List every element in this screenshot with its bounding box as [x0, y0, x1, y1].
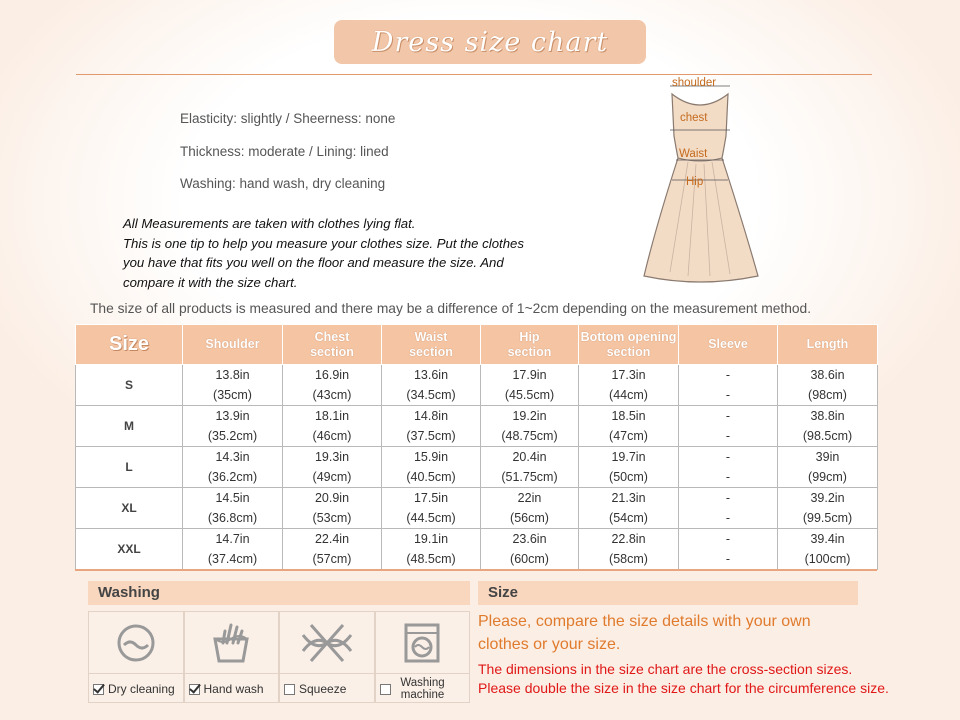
diagram-label-hip: Hip [686, 176, 704, 188]
table-cell [778, 365, 878, 406]
table-header-row [76, 325, 878, 365]
dry-cleaning-checkbox[interactable] [93, 684, 104, 695]
value-in: 39.2in [810, 491, 845, 505]
divider [76, 74, 872, 75]
value-in: 19.7in [611, 450, 646, 464]
table-cell [183, 529, 283, 570]
table-cell [778, 406, 878, 447]
size-label-cell: S [76, 365, 183, 406]
size-warning-line: The dimensions in the size chart are the cross-section sizes. [478, 661, 853, 677]
header-bottom-opening: Bottom opening section [579, 325, 679, 365]
value-cm: - [725, 429, 731, 443]
table-cell [283, 365, 382, 406]
value-cm: (99cm) [808, 470, 847, 484]
table-cell [283, 406, 382, 447]
washing-heading: Washing [88, 581, 470, 605]
value-cm: (34.5cm) [406, 388, 456, 402]
value-cm: (50cm) [609, 470, 648, 484]
squeeze-label: Squeeze [299, 682, 347, 696]
value-in: - [725, 450, 731, 464]
header-shoulder: Shoulder [183, 325, 283, 365]
value-in: 22.8in [611, 532, 646, 546]
value-cm: (37.5cm) [406, 429, 456, 443]
value-cm: - [725, 552, 731, 566]
table-cell [481, 488, 579, 529]
measurement-notice: The size of all products is measured and there may be a difference of 1~2cm depending on the measurement method. [90, 301, 812, 316]
value-in: 15.9in [413, 450, 449, 464]
value-cm: (36.2cm) [207, 470, 258, 484]
value-in: 39in [815, 450, 840, 464]
table-cell [183, 447, 283, 488]
dry-cleaning-icon [114, 621, 158, 665]
value-cm: (35cm) [213, 388, 252, 402]
value-in: 39.4in [810, 532, 845, 546]
value-cm: (98cm) [808, 388, 847, 402]
header-hip: Hip section [481, 325, 579, 365]
value-in: 19.3in [314, 450, 350, 464]
value-cm: (99.5cm) [802, 511, 853, 525]
tip-line: compare it with the size chart. [123, 274, 298, 290]
table-cell [679, 365, 778, 406]
value-cm: - [725, 470, 731, 484]
table-cell [481, 447, 579, 488]
no-wring-icon [299, 621, 355, 665]
value-cm: (40.5cm) [406, 470, 456, 484]
header-size: Size [76, 325, 183, 365]
value-cm: (54cm) [609, 511, 648, 525]
table-cell [283, 488, 382, 529]
value-in: 13.9in [215, 409, 250, 423]
value-in: 22.4in [314, 532, 350, 546]
value-cm: (56cm) [510, 511, 549, 525]
value-cm: (45.5cm) [504, 388, 555, 402]
hand-wash-label: Hand wash [203, 682, 264, 696]
value-cm: (35.2cm) [207, 429, 258, 443]
value-in: 14.3in [215, 450, 250, 464]
squeeze-checkbox[interactable] [284, 684, 295, 695]
table-cell [382, 365, 481, 406]
table-cell [579, 447, 679, 488]
table-cell [778, 488, 878, 529]
header-length: Length [778, 325, 878, 365]
table-cell [481, 406, 579, 447]
value-in: 19.2in [512, 409, 547, 423]
table-row [76, 529, 878, 570]
value-cm: (48.5cm) [406, 552, 456, 566]
wash-option-washing-machine [375, 611, 471, 703]
value-cm: (49cm) [312, 470, 352, 484]
size-compare-note: Please, compare the size details with your own clothes or your size. [478, 613, 811, 653]
size-warning [478, 660, 958, 698]
value-in: 19.1in [413, 532, 449, 546]
table-cell [679, 488, 778, 529]
value-cm: (44.5cm) [406, 511, 456, 525]
value-cm: (44cm) [609, 388, 648, 402]
value-in: 17.5in [413, 491, 449, 505]
header-waist: Waist section [382, 325, 481, 365]
table-cell [183, 365, 283, 406]
value-cm: (58cm) [609, 552, 648, 566]
size-label-cell: L [76, 447, 183, 488]
table-cell [579, 529, 679, 570]
dress-diagram [640, 76, 760, 286]
table-cell [183, 488, 283, 529]
value-cm: (37.4cm) [207, 552, 258, 566]
value-in: 23.6in [512, 532, 547, 546]
tip-line: All Measurements are taken with clothes lying flat. [123, 216, 416, 231]
table-cell [382, 406, 481, 447]
size-table [75, 324, 878, 570]
value-cm: (46cm) [312, 429, 352, 443]
value-cm: (57cm) [312, 552, 352, 566]
value-cm: - [725, 511, 731, 525]
value-in: 21.3in [611, 491, 646, 505]
value-in: 14.8in [413, 409, 449, 423]
tip-line: This is one tip to help you measure your clothes size. Put the clothes [123, 235, 524, 251]
diagram-label-waist: Waist [679, 148, 708, 160]
size-label-cell: M [76, 406, 183, 447]
table-row [76, 488, 878, 529]
table-cell [283, 529, 382, 570]
size-label-cell: XL [76, 488, 183, 529]
dry-cleaning-label: Dry cleaning [108, 682, 175, 696]
table-cell [283, 447, 382, 488]
hand-wash-icon [209, 621, 253, 665]
value-in: 20.9in [314, 491, 350, 505]
diagram-label-chest: chest [680, 112, 708, 124]
value-cm: - [725, 388, 731, 402]
value-in: 13.8in [215, 368, 250, 382]
washing-machine-checkbox[interactable] [380, 684, 391, 695]
spec-thickness: Thickness: moderate / Lining: lined [180, 144, 389, 159]
washing-machine-icon [400, 621, 444, 665]
value-in: 18.1in [314, 409, 350, 423]
page-title: Dress size chart [334, 20, 646, 64]
diagram-label-shoulder: shoulder [672, 77, 717, 89]
value-in: - [725, 409, 731, 423]
table-row [76, 447, 878, 488]
spec-washing: Washing: hand wash, dry cleaning [180, 176, 386, 191]
value-in: - [725, 491, 731, 505]
header-sleeve: Sleeve [679, 325, 778, 365]
value-in: - [725, 368, 731, 382]
value-in: 16.9in [314, 368, 350, 382]
value-cm: (60cm) [510, 552, 549, 566]
washing-machine-label: Washing machine [400, 677, 445, 701]
value-cm: (36.8cm) [207, 511, 258, 525]
value-cm: (98.5cm) [802, 429, 853, 443]
value-cm: (48.75cm) [501, 429, 558, 443]
table-cell [679, 406, 778, 447]
measurement-tips [123, 214, 593, 292]
value-in: 22in [517, 491, 542, 505]
table-row [76, 365, 878, 406]
value-in: 14.5in [215, 491, 250, 505]
value-in: 20.4in [512, 450, 547, 464]
wash-option-hand-wash [184, 611, 280, 703]
wash-option-dry-cleaning [88, 611, 184, 703]
table-cell [579, 406, 679, 447]
divider [75, 569, 877, 571]
value-cm: (51.75cm) [501, 470, 558, 484]
table-cell [382, 488, 481, 529]
size-heading: Size [478, 581, 858, 605]
tip-line: you have that fits you well on the floor and measure the size. And [123, 255, 504, 270]
hand-wash-checkbox[interactable] [189, 684, 200, 695]
size-label-cell: XXL [76, 529, 183, 570]
table-cell [382, 447, 481, 488]
value-cm: (43cm) [312, 388, 352, 402]
table-cell [481, 529, 579, 570]
value-in: 18.5in [611, 409, 646, 423]
header-chest: Chest section [283, 325, 382, 365]
value-in: 17.3in [611, 368, 646, 382]
value-in: 14.7in [215, 532, 250, 546]
size-warning-line: Please double the size in the size chart for the circumference size. [478, 680, 889, 696]
value-in: - [725, 532, 731, 546]
table-cell [382, 529, 481, 570]
value-in: 13.6in [413, 368, 449, 382]
table-cell [778, 447, 878, 488]
spec-elasticity: Elasticity: slightly / Sheerness: none [180, 111, 396, 126]
value-cm: (47cm) [609, 429, 648, 443]
table-cell [579, 365, 679, 406]
table-cell [679, 447, 778, 488]
value-in: 38.6in [810, 368, 845, 382]
table-cell [679, 529, 778, 570]
washing-options [88, 611, 470, 703]
table-cell [481, 365, 579, 406]
table-cell [579, 488, 679, 529]
table-row [76, 406, 878, 447]
table-cell [778, 529, 878, 570]
value-in: 17.9in [512, 368, 547, 382]
value-in: 38.8in [810, 409, 845, 423]
wash-option-squeeze [279, 611, 375, 703]
value-cm: (53cm) [312, 511, 352, 525]
value-cm: (100cm) [804, 552, 851, 566]
table-cell [183, 406, 283, 447]
